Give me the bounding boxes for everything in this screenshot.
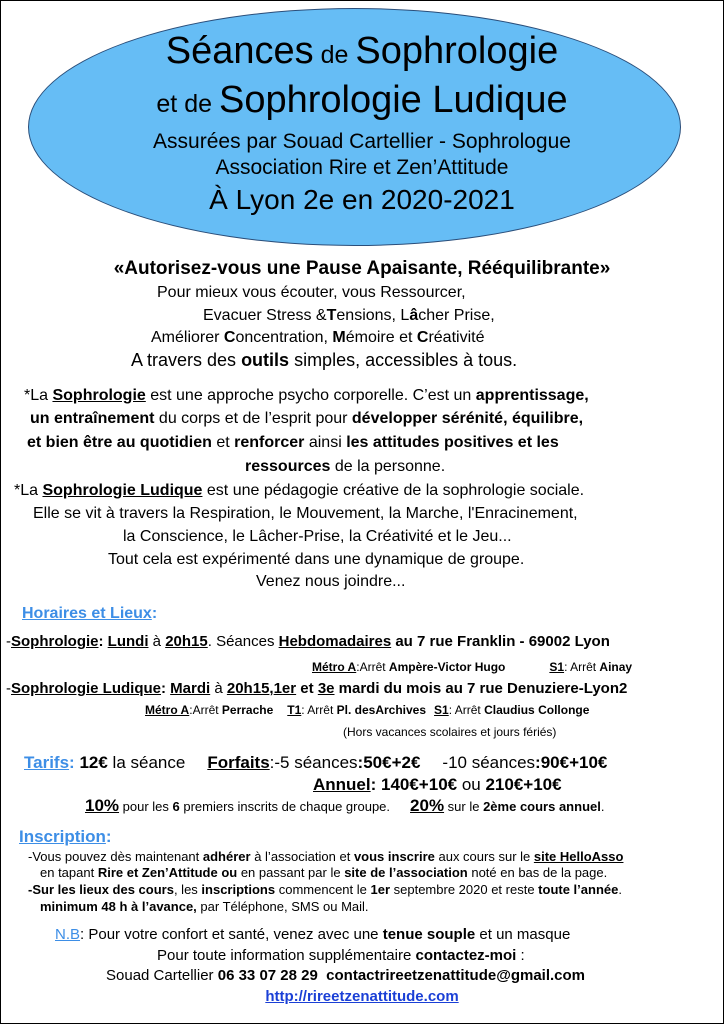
text: vous inscrire (353, 849, 435, 864)
text: Evacuer Stress & (203, 307, 327, 324)
text: oncentration, (235, 329, 333, 346)
text: la séance (107, 753, 186, 772)
inscription-heading (19, 826, 112, 847)
text: Métro A (145, 703, 190, 717)
text: inscriptions (201, 882, 276, 897)
intro-line-1: Pour mieux vous écouter, vous Ressourcer, (157, 284, 466, 301)
text: ou (457, 775, 486, 794)
sophro-line-8: Tout cela est expérimenté dans une dynamique de groupe. (108, 551, 525, 568)
text: 6 (172, 799, 180, 814)
text: Ainay (599, 660, 633, 674)
text: réativité (428, 329, 485, 346)
text: du mois au 7 rue Denuziere-Lyon2 (379, 680, 628, 697)
text: toute l’année (538, 882, 619, 897)
text: : (161, 680, 171, 697)
sophro-line-1 (24, 386, 589, 406)
title-word: Sophrologie (355, 30, 559, 72)
text: M (332, 329, 346, 346)
text: ensions, L (336, 307, 410, 324)
contact-line (106, 966, 585, 985)
text: T1 (287, 703, 302, 717)
text: 3e (317, 680, 335, 697)
text: Améliorer (151, 329, 224, 346)
text: Lundi (107, 633, 149, 650)
intro-line-3 (151, 328, 484, 348)
text: Perrache (221, 703, 274, 717)
title-small-word: et de (156, 90, 219, 118)
sophro-line-7: la Conscience, le Lâcher-Prise, la Créativité et le Jeu... (123, 528, 512, 545)
horaires-heading (22, 604, 157, 624)
ludique-schedule (6, 679, 627, 698)
text: 20% (410, 796, 445, 815)
text: 210€+10€ (485, 775, 562, 794)
sophro-line-4 (245, 457, 445, 477)
text: : (151, 605, 158, 622)
text: renforcer (234, 434, 305, 451)
text: : Arrêt (564, 660, 600, 674)
text: - (6, 680, 11, 697)
text: Annuel (313, 775, 371, 794)
text: premiers inscrits de chaque groupe. (179, 799, 391, 814)
text: -10 séances (442, 753, 536, 772)
text: : Arrêt (301, 703, 337, 717)
text: tenue souple (382, 926, 476, 943)
text: :50€+2€ (357, 753, 421, 772)
text: Sophrologie (52, 387, 146, 404)
text: émoire et (345, 329, 417, 346)
helloasso-link[interactable]: site HelloAsso (533, 849, 624, 864)
text: septembre 2020 et reste (390, 882, 539, 897)
text: et un masque (475, 926, 571, 943)
text: site de l’association (344, 865, 468, 880)
nb-line (55, 925, 570, 944)
tarifs-discounts (85, 798, 604, 815)
title-line-1 (0, 30, 724, 76)
text: Inscription (19, 827, 106, 846)
association-name: Association Rire et Zen’Attitude (215, 156, 509, 179)
text: *La (24, 387, 53, 404)
phone-number[interactable]: 06 33 07 28 29 (217, 967, 318, 984)
text: 2ème cours annuel (483, 799, 601, 814)
title-word: Séances (165, 30, 314, 72)
text: Ampère-Victor Hugo (388, 660, 506, 674)
text: minimum 48 h à l’avance, (40, 899, 197, 914)
text: : Pour votre confort et santé, venez avec une (80, 926, 383, 943)
text: A travers des (131, 350, 242, 370)
text: 20h15 (226, 680, 270, 697)
text: C (416, 329, 429, 346)
text: aux cours sur le (434, 849, 534, 864)
title-small-word: de (313, 41, 356, 69)
text: S1 (549, 660, 565, 674)
text: : (516, 947, 525, 964)
text: , les (173, 882, 202, 897)
sophro-line-3 (27, 433, 559, 453)
inscription-line-4 (40, 899, 369, 915)
text: -Vous pouvez dès maintenant (28, 849, 203, 864)
text: simples, accessibles à tous. (289, 350, 518, 370)
text: au 7 rue Franklin - 69002 Lyon (391, 633, 610, 650)
text: un entraînement (30, 410, 155, 427)
text: à l’association et (250, 849, 354, 864)
text: du corps et de l’esprit pour (154, 410, 352, 427)
text: à (148, 633, 166, 650)
text: :Arrêt (356, 660, 389, 674)
tarifs-annuel (313, 774, 562, 795)
slogan: «Autorisez-vous une Pause Apaisante, Rééquilibrante» (113, 258, 611, 279)
email-address[interactable]: contactrireetzenattitude@gmail.com (326, 967, 586, 984)
ludique-metro (145, 703, 589, 718)
text: :90€+10€ (535, 753, 608, 772)
text: . Séances (207, 633, 279, 650)
text: noté en bas de la page. (467, 865, 608, 880)
text: développer sérénité, équilibre, (351, 410, 584, 427)
text: T (326, 307, 337, 324)
text: commencent le (275, 882, 371, 897)
holidays-note: (Hors vacances scolaires et jours fériés) (343, 725, 557, 739)
text: Tarifs (24, 753, 70, 772)
text: Pl. desArchives (336, 703, 427, 717)
text: est une approche psycho corporelle. C’est un (145, 387, 476, 404)
text: - (6, 633, 11, 650)
text: cher Prise, (418, 307, 495, 324)
inscription-line-2 (40, 865, 607, 881)
text: Souad Cartellier (106, 967, 218, 984)
text: Pour toute information supplémentaire (157, 947, 416, 964)
text: 20h15 (165, 633, 208, 650)
intro-line-2 (203, 306, 495, 326)
sophro-line-2 (30, 409, 583, 429)
text: outils (241, 350, 290, 370)
text: apprentissage, (475, 387, 589, 404)
text: :Arrêt (189, 703, 222, 717)
text: mardi (334, 680, 380, 697)
text: N.B (55, 926, 81, 943)
tarifs-line-1 (24, 752, 607, 773)
text: et (296, 680, 318, 697)
text: Métro A (312, 660, 357, 674)
sophro-line-5 (14, 481, 584, 501)
text: en tapant (40, 865, 98, 880)
text: et bien être au quotidien (27, 434, 212, 451)
text: Rire et Zen’Attitude ou (97, 865, 238, 880)
title-word: Sophrologie Ludique (218, 79, 568, 121)
text: . (600, 799, 605, 814)
text: Mardi (170, 680, 211, 697)
text: et (211, 434, 235, 451)
text: par Téléphone, SMS ou Mail. (196, 899, 369, 914)
text: les attitudes positives et les (346, 434, 559, 451)
text: Sophrologie (11, 633, 99, 650)
text: 1er (370, 882, 391, 897)
text: Forfaits (207, 753, 270, 772)
text: : (98, 633, 108, 650)
sophro-metro (312, 660, 632, 675)
text: 10% (85, 796, 120, 815)
text: Horaires et Lieux (22, 605, 152, 622)
sophro-line-9: Venez nous joindre... (256, 573, 406, 590)
text: 12€ (79, 753, 108, 772)
text: Claudius Collonge (484, 703, 590, 717)
text: de la personne. (330, 458, 446, 475)
text: S1 (434, 703, 449, 717)
text: sur le (444, 799, 484, 814)
text: à (210, 680, 227, 697)
title-line-2 (0, 79, 724, 125)
inscription-line-3 (28, 882, 622, 898)
text: Sophrologie Ludique (42, 482, 203, 499)
text: en passant par le (237, 865, 345, 880)
text: est une pédagogie créative de la sophrologie sociale. (202, 482, 585, 499)
text: *La (14, 482, 43, 499)
text: contactez-moi (415, 947, 517, 964)
text: Hebdomadaires (278, 633, 392, 650)
text: Sophrologie Ludique (11, 680, 161, 697)
intro-line-4 (131, 349, 517, 371)
text: : 140€+10€ (370, 775, 458, 794)
sophro-line-6: Elle se vit à travers la Respiration, le Mouvement, la Marche, l'Enracinement, (33, 505, 578, 522)
website-line (0, 987, 724, 1006)
info-line (157, 946, 525, 965)
sophro-schedule (6, 632, 610, 651)
inscription-line-1 (28, 849, 623, 865)
text: -Sur les lieux des cours (28, 882, 174, 897)
text: : (69, 753, 80, 772)
text: pour les (119, 799, 173, 814)
text: ressources (245, 458, 331, 475)
text: ainsi (304, 434, 347, 451)
assured-by: Assurées par Souad Cartellier - Sophrologue (153, 130, 571, 153)
place-year: À Lyon 2e en 2020-2021 (209, 184, 515, 215)
text: : (105, 827, 112, 846)
text: . (618, 882, 622, 897)
text: adhérer (202, 849, 251, 864)
text: , (269, 680, 274, 697)
text: 1er (273, 680, 297, 697)
text: â (409, 307, 419, 324)
text: :-5 séances (269, 753, 358, 772)
website-link[interactable]: http://rireetzenattitude.com (265, 988, 459, 1005)
text: C (223, 329, 236, 346)
text: : Arrêt (448, 703, 485, 717)
